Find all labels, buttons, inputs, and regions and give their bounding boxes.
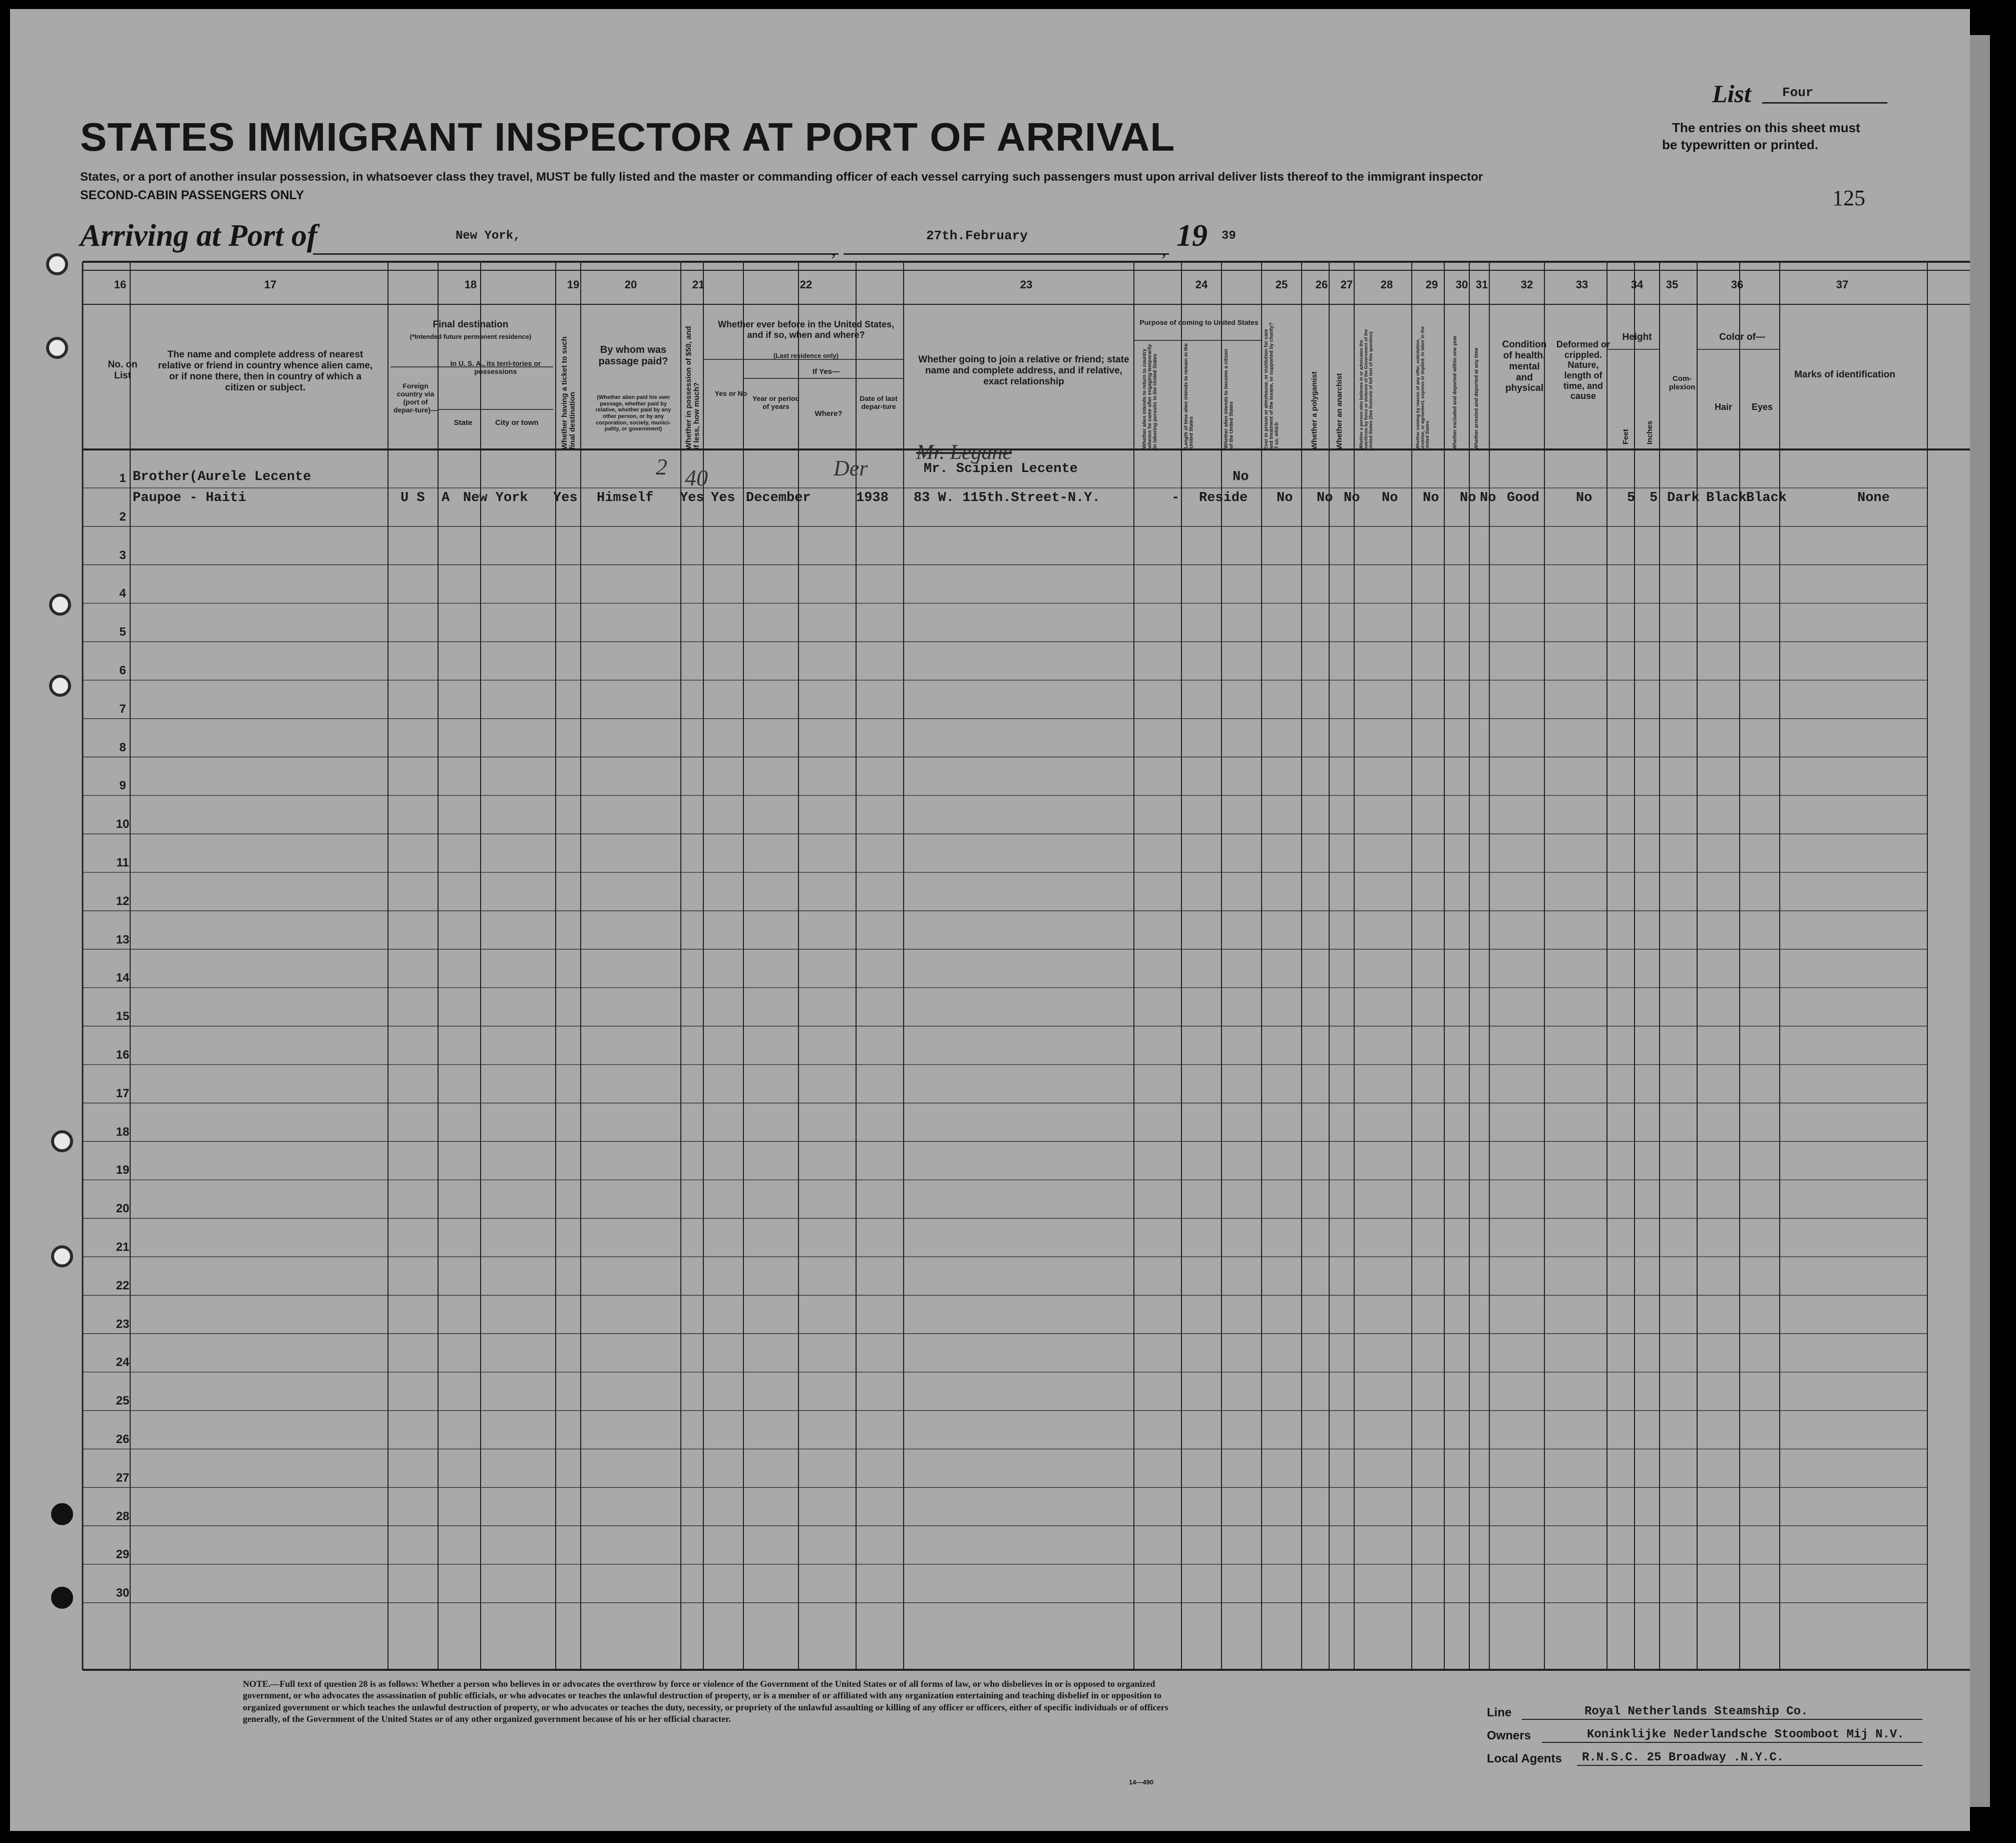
header-relative: The name and complete address of nearest relative or friend in country whence alien came, or if none there, then in country of which a citizen or subject. (158, 349, 373, 393)
colnum-26: 26 (1315, 278, 1328, 291)
line-value: Royal Netherlands Steamship Co. (1584, 1705, 1808, 1718)
row-number: 18 (116, 1125, 130, 1139)
row-number: 16 (116, 1048, 130, 1062)
header-purpose-b: Length of time alien intends to remain in the United States (1183, 343, 1194, 448)
header-inches: Inches (1646, 420, 1654, 444)
list-value: Four (1782, 85, 1814, 100)
header-deformed: Deformed or crippled. Nature, length of time, and cause (1556, 339, 1610, 401)
header-purpose-c: Whether alien intends to become a citizen of the United States (1224, 349, 1235, 448)
entry-marks: None (1857, 491, 1890, 506)
header-feet: Feet (1622, 429, 1630, 444)
comma-1: , (831, 237, 836, 260)
row-number: 1 (119, 472, 126, 485)
row-number: 3 (119, 548, 126, 562)
colnum-16: 16 (114, 278, 127, 291)
header-labor-offer: Whether coming by reason of any offer, solicitation, promise, or agreement, express or implied, to labor in the United States (1415, 326, 1430, 449)
entry-before-year: December (746, 491, 811, 506)
colnum-32: 32 (1520, 278, 1533, 291)
colnum-24: 24 (1195, 278, 1208, 291)
colnum-22: 22 (799, 278, 813, 291)
colnum-36: 36 (1731, 278, 1744, 291)
colnum-33: 33 (1575, 278, 1588, 291)
owners-value: Koninklijke Nederlandsche Stoomboot Mij N.V. (1587, 1728, 1904, 1741)
row-number: 9 (119, 779, 126, 793)
year-prefix: 19 (1176, 219, 1207, 253)
header-complexion: Com-plexion (1669, 374, 1696, 392)
year-suffix: 39 (1222, 229, 1236, 243)
entry-citizen-line2: Reside (1199, 491, 1248, 506)
entry-c28: No (1382, 491, 1398, 506)
entry-relative-line1: Brother(Aurele Lecente (133, 470, 311, 485)
row-number: 30 (116, 1586, 130, 1600)
header-final-destination: Final destination (433, 319, 509, 330)
header-anarchist: Whether an anarchist (1335, 373, 1344, 449)
row-number: 5 (119, 625, 126, 639)
entry-health: Good (1507, 491, 1539, 506)
header-city: City or town (495, 418, 539, 427)
footnote: NOTE.—Full text of question 28 is as follows: Whether a person who believes in or advocates the overthrow by force or violence of the Government of the United States or of all forms of law, or who disbelieves in or is opposed to organized government, or who advocates the assassination of public officials, or who advocates or teaches the unlawful destruction of property, or is a member of or affiliated with any organization entertaining and teaching disbelief in or opposition to organized government or which teaches the unlawful destruction of property, or who advocates or teaches the duty, necessity, or propriety of the unlawful assaulting or killing of any officer or officers, either of specific individuals or of officers generally, of the Government of the United States or of any other organized government because of his or her official character. (243, 1679, 1168, 1724)
header-no-on-list: No. on List (108, 359, 138, 381)
sheet-edge (1970, 35, 1990, 1807)
row-number: 23 (116, 1317, 130, 1331)
agents-value: R.N.S.C. 25 Broadway .N.Y.C. (1582, 1751, 1784, 1764)
entry-paid-by: Himself (597, 491, 654, 506)
header-hair: Hair (1714, 402, 1732, 412)
header-paid-by-sub: (Whether alien paid his own passage, whether paid by relative, whether paid by any other person, or by any corporation, society, munici-pality, or government) (595, 394, 671, 432)
row-number: 29 (116, 1548, 130, 1562)
entry-c27: No (1344, 491, 1360, 506)
list-label: List (1712, 80, 1751, 108)
colnum-23: 23 (1020, 278, 1033, 291)
row-number: 6 (119, 664, 126, 677)
header-purpose: Purpose of coming to United States (1139, 318, 1259, 326)
row-number: 28 (116, 1509, 130, 1523)
handwritten-annotation-c: Der (834, 456, 868, 481)
header-money: Whether in possession of $50, and if less, how much? (684, 326, 701, 449)
agents-label: Local Agents (1487, 1752, 1562, 1765)
page-number: 125 (1832, 186, 1865, 210)
handwritten-annotation-b: 40 (685, 465, 708, 491)
row-number: 8 (119, 740, 126, 754)
form-number: 14—490 (1129, 1778, 1154, 1786)
colnum-31: 31 (1475, 278, 1488, 291)
header-if-yes: If Yes— (813, 367, 840, 376)
header-marks: Marks of identification (1794, 369, 1895, 380)
colnum-25: 25 (1275, 278, 1288, 291)
entry-deformed: No (1576, 491, 1592, 506)
header-overthrow: Whether a person who believes in or advocates the overthrow by force or violence of the Government of the United States (See footnote of full text of this question) (1359, 329, 1373, 449)
entry-city: New York (463, 491, 528, 506)
colnum-35: 35 (1666, 278, 1679, 291)
entry-joining-line1: Mr. Scipien Lecente (924, 462, 1078, 477)
binder-hole (49, 675, 71, 697)
form-title: STATES IMMIGRANT INSPECTOR AT PORT OF ARRIVAL (80, 115, 1175, 159)
colnum-17: 17 (264, 278, 277, 291)
colnum-20: 20 (624, 278, 637, 291)
line-label: Line (1487, 1706, 1512, 1719)
header-state: State (454, 418, 473, 427)
header-paid-by: By whom was passage paid? (598, 344, 668, 367)
header-excluded: Whether excluded and deported within one year (1452, 335, 1458, 449)
header-joining: Whether going to join a relative or friend; state name and complete address, and if relative, exact relationship (918, 354, 1129, 387)
handwritten-annotation-a: 2 (656, 454, 667, 480)
agents-underline (1577, 1765, 1922, 1766)
typewritten-note-2: be typewritten or printed. (1662, 137, 1819, 152)
header-ticket: Whether having a ticket to such final destination (560, 336, 577, 449)
header-final-destination-sub: (*Intended future permanent residence) (410, 333, 532, 340)
entry-c29: No (1423, 491, 1439, 506)
colnum-29: 29 (1425, 278, 1438, 291)
entry-complexion: Dark (1667, 491, 1700, 506)
row-number: 11 (116, 856, 129, 869)
row-number: 12 (116, 894, 130, 908)
binder-hole (51, 1503, 73, 1525)
colnum-18: 18 (464, 278, 477, 291)
typewritten-note-1: The entries on this sheet must (1672, 120, 1860, 135)
owners-label: Owners (1487, 1729, 1531, 1742)
row-number: 2 (119, 510, 126, 524)
header-last-residence: (Last residence only) (773, 352, 839, 359)
class-label: SECOND-CABIN PASSENGERS ONLY (80, 188, 304, 202)
header-in-usa: In U. S. A., its terri-tories or possessions (450, 359, 541, 376)
entry-citizen-line1: No (1233, 470, 1249, 485)
colnum-21: 21 (692, 278, 705, 291)
header-date-departure: Date of last depar-ture (860, 394, 898, 411)
row-number: 27 (116, 1471, 130, 1485)
row-number: 15 (116, 1010, 130, 1024)
comma-2: , (1161, 237, 1166, 260)
header-arrested: Whether arrested and deported at any time (1474, 347, 1479, 449)
colnum-37: 37 (1836, 278, 1849, 291)
header-height: Height (1622, 332, 1652, 342)
line-underline (1522, 1719, 1922, 1720)
binder-hole (51, 1587, 73, 1609)
entry-return-intent: - (1171, 491, 1180, 506)
colnum-27: 27 (1340, 278, 1353, 291)
binder-hole (51, 1245, 73, 1267)
header-polygamist: Whether a polygamist (1310, 371, 1319, 449)
row-number: 20 (116, 1202, 130, 1216)
row-number: 4 (119, 587, 126, 601)
header-purpose-a: Whether alien intends to return to country whence he came after engaging temporarily in laboring pursuits in the United States (1142, 344, 1158, 448)
header-before-in-us: Whether ever before in the United States, and if so, when and where? (717, 319, 895, 340)
entry-before-in-us: Yes (711, 491, 735, 506)
handwritten-annotation-d: Mr. Legane (916, 441, 1012, 464)
header-health: Condition of health, mental and physical (1502, 339, 1547, 394)
entry-state: A (442, 491, 450, 506)
form-subtitle: States, or a port of another insular possession, in whatsoever class they travel, MUST be fully listed and the master or commanding officer of each vessel carrying such passengers must upon arrival deliver lists thereof to the immigrant inspector (80, 170, 1483, 184)
entry-hair: Black (1706, 491, 1747, 506)
entry-eyes: Black (1746, 491, 1787, 506)
row-number: 17 (116, 1086, 130, 1100)
colnum-30: 30 (1455, 278, 1468, 291)
owners-underline (1542, 1742, 1922, 1743)
entry-c25: No (1277, 491, 1293, 506)
header-yes-no: Yes or No (714, 389, 747, 397)
header-prison: Ever in prison or almshouse, or institution for care and treatment of the insane, or supported by charity? If so, which (1264, 322, 1280, 449)
binder-hole (49, 594, 71, 616)
colnum-19: 19 (567, 278, 580, 291)
entry-feet: 5 (1627, 491, 1636, 506)
entry-c26: No (1317, 491, 1333, 506)
header-eyes: Eyes (1751, 402, 1773, 412)
row-number: 26 (116, 1433, 130, 1446)
header-year-period: Year or period of years (752, 394, 800, 411)
row-number: 24 (116, 1355, 130, 1369)
row-number: 7 (119, 702, 126, 716)
row-number: 21 (116, 1240, 130, 1254)
row-number: 19 (116, 1163, 130, 1177)
header-color-of: Color of— (1719, 332, 1765, 342)
date-value: 27th.February (926, 228, 1028, 243)
entry-relative-line2: Paupoe - Haiti (133, 491, 246, 506)
binder-hole (46, 337, 68, 359)
header-foreign-country: Foreign country via (port of depar-ture)— (393, 382, 438, 414)
entry-inches: 5 (1650, 491, 1658, 506)
binder-hole (51, 1130, 73, 1152)
row-number: 10 (116, 817, 130, 831)
binder-hole (46, 253, 68, 275)
row-number: 25 (116, 1394, 130, 1408)
manifest-sheet (10, 9, 1970, 1831)
colnum-28: 28 (1380, 278, 1393, 291)
header-where: Where? (815, 409, 843, 418)
entry-foreign-country: U S (400, 491, 425, 506)
entry-c30: No (1460, 491, 1476, 506)
port-value: New York, (456, 229, 521, 243)
entry-c31: No (1480, 491, 1496, 506)
entry-money: Yes (680, 491, 704, 506)
entry-joining-line2: 83 W. 115th.Street-N.Y. (914, 491, 1100, 506)
row-number: 14 (116, 971, 130, 985)
row-number: 22 (116, 1278, 130, 1292)
colnum-34: 34 (1631, 278, 1644, 291)
entry-ticket: Yes (553, 491, 578, 506)
row-number: 13 (116, 933, 130, 947)
entry-before-date: 1938 (856, 491, 889, 506)
arriving-label: Arriving at Port of (80, 219, 317, 253)
